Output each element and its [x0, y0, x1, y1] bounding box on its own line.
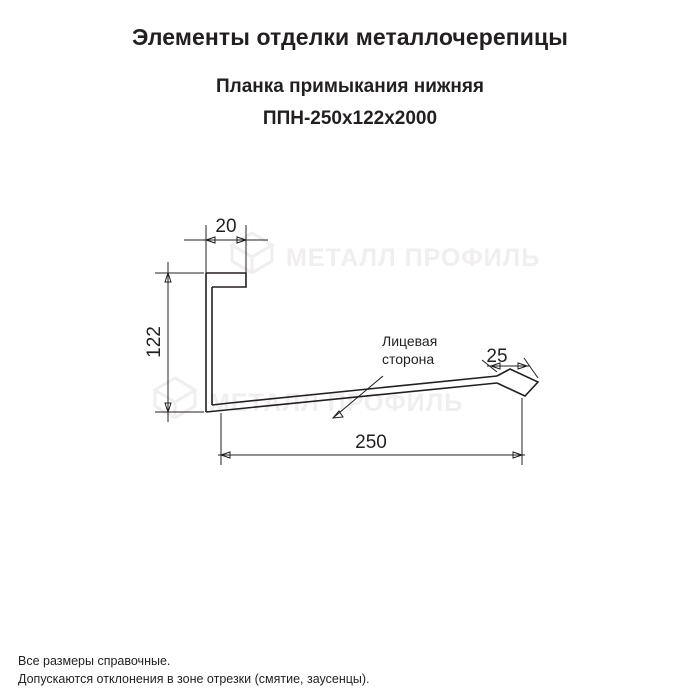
product-name: Планка примыкания нижняя — [215, 76, 485, 97]
face-side-label-line1: Лицевая — [382, 333, 438, 349]
footer-notes — [18, 652, 678, 688]
footer-note-1: Все размеры справочные. — [18, 654, 171, 668]
dimension-25 — [482, 346, 538, 378]
product-code: ППН-250х122х2000 — [262, 108, 438, 129]
dimension-250-label: 250 — [355, 432, 387, 453]
title-block — [0, 22, 700, 132]
dimension-25-label: 25 — [486, 346, 508, 367]
technical-drawing — [0, 170, 700, 550]
dimension-122-label: 122 — [144, 326, 165, 358]
dimension-20-label: 20 — [215, 216, 237, 237]
face-side-label-line2: сторона — [382, 351, 435, 367]
page-title: Элементы отделки металлочерепицы — [131, 24, 568, 50]
svg-text:МЕТАЛЛ ПРОФИЛЬ: МЕТАЛЛ ПРОФИЛЬ — [209, 389, 464, 417]
svg-text:МЕТАЛЛ ПРОФИЛЬ: МЕТАЛЛ ПРОФИЛЬ — [286, 244, 541, 272]
drawing-svg — [0, 170, 700, 550]
footer-note-2: Допускаются отклонения в зоне отрезки (смятие, заусенцы). — [18, 672, 370, 686]
watermark-top — [232, 233, 540, 273]
